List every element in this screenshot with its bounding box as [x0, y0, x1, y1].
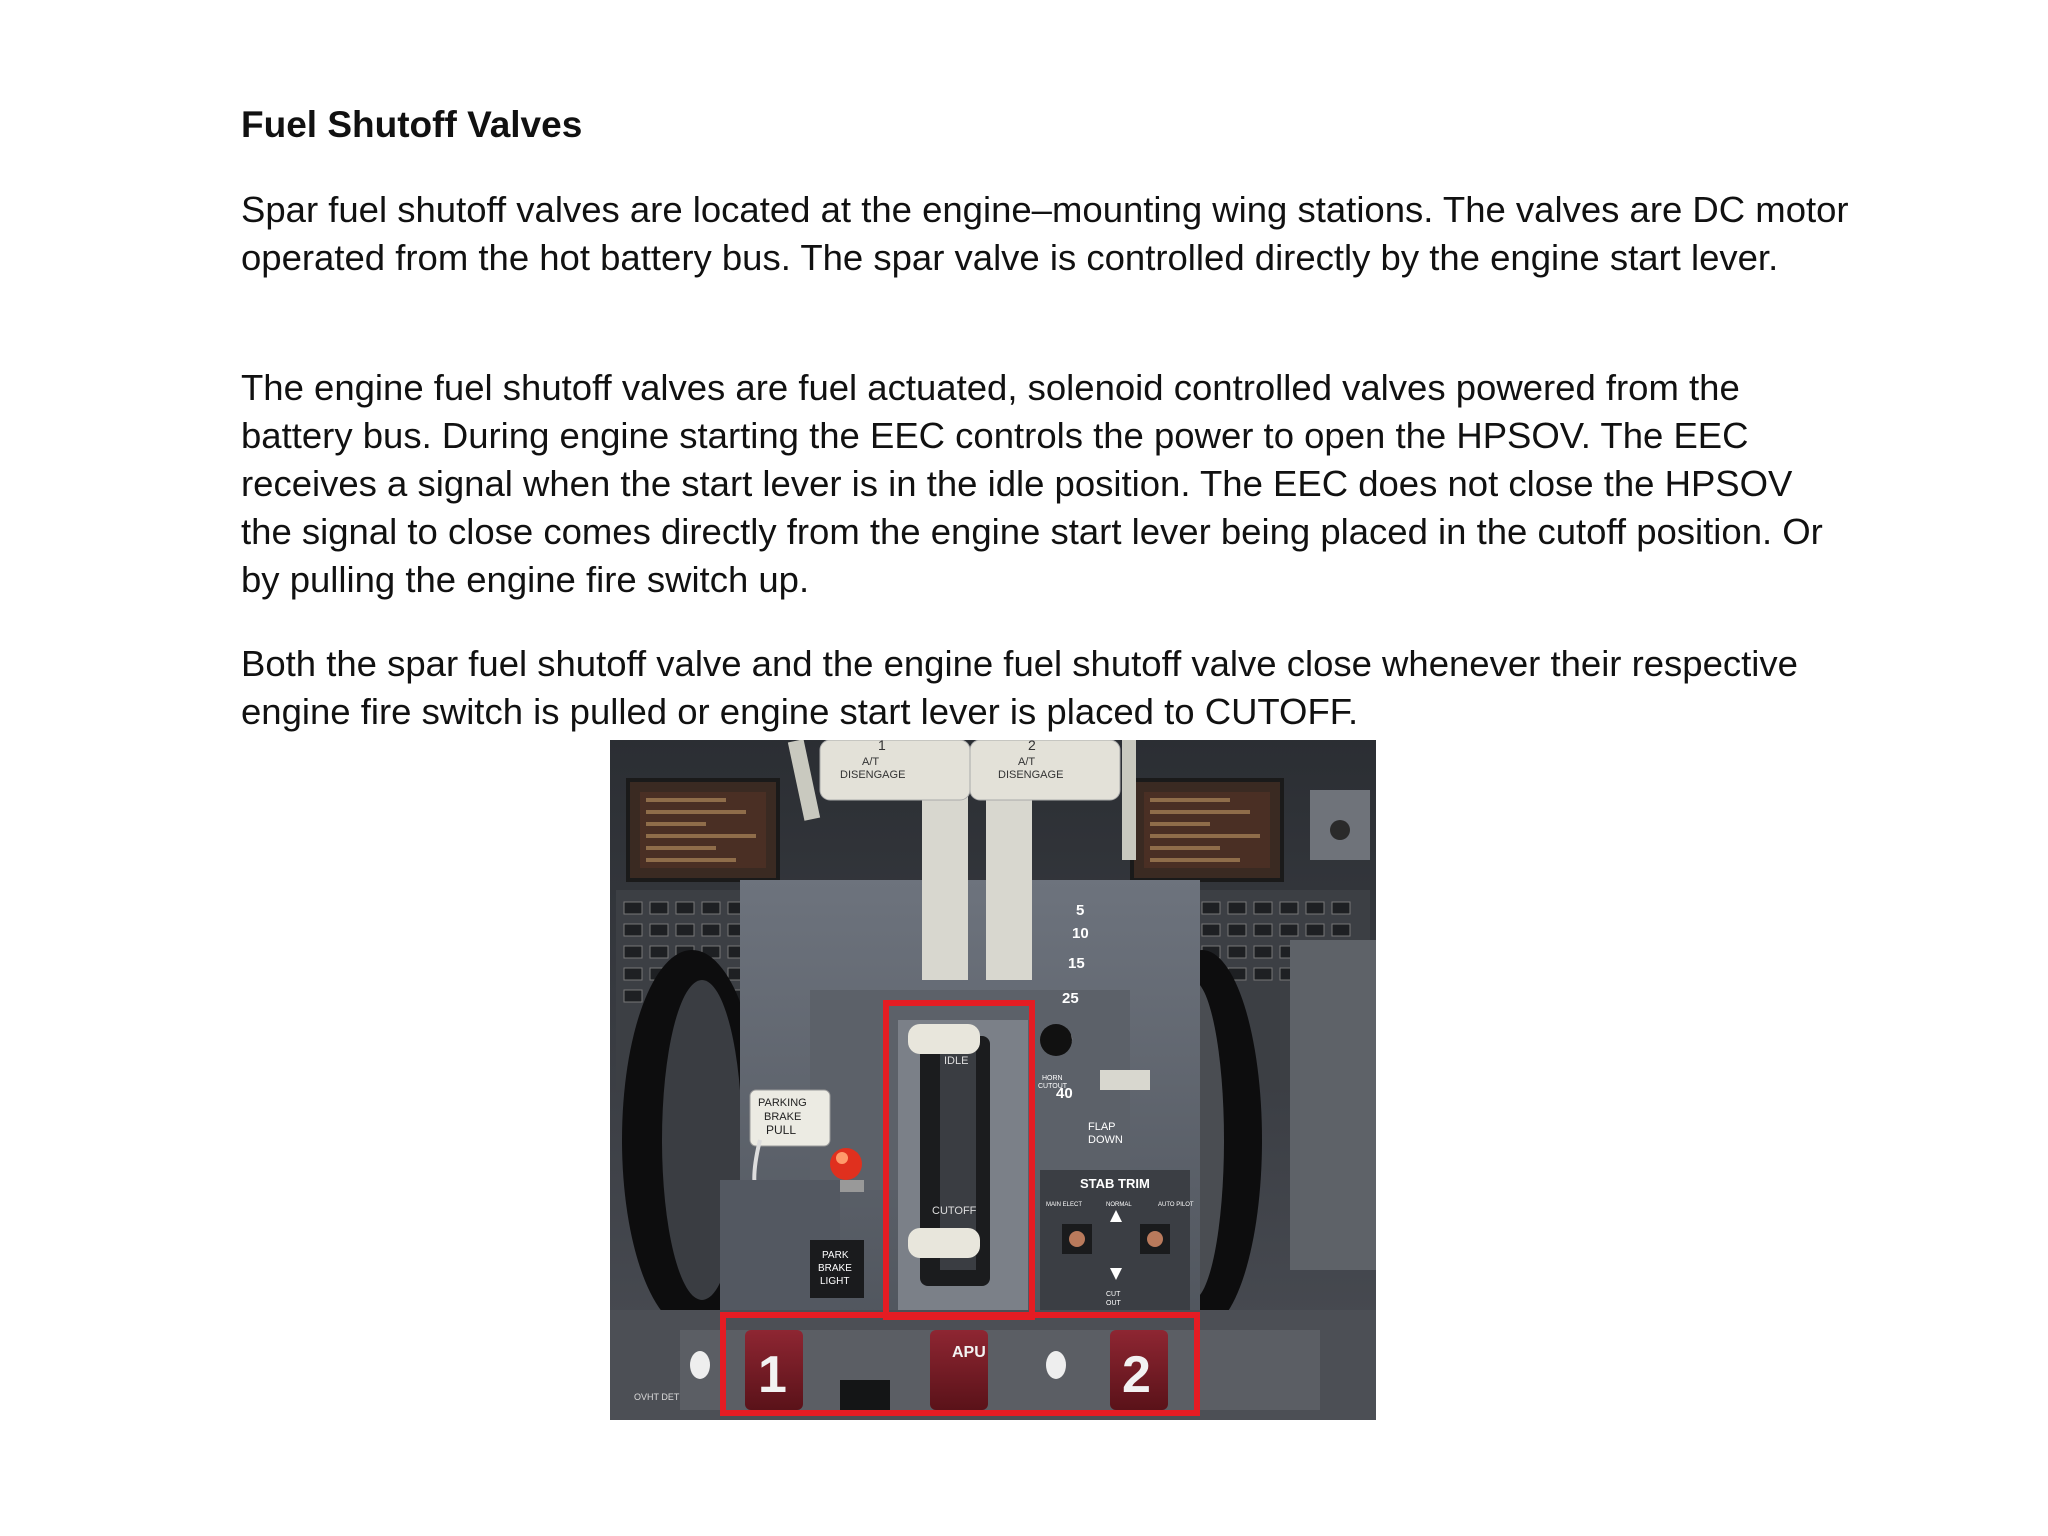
fire-handle-apu [930, 1330, 988, 1410]
svg-text:1: 1 [758, 1346, 787, 1404]
disengage-right-number: 2 [1028, 740, 1036, 753]
start-lever-upper [908, 1024, 980, 1054]
disengage-right-label: DISENGAGE [998, 769, 1064, 781]
svg-text:PULL: PULL [766, 1123, 797, 1137]
svg-text:APU: APU [952, 1344, 986, 1361]
svg-text:15: 15 [1068, 955, 1085, 972]
throttle-quadrant-photo [610, 740, 1376, 1420]
svg-text:DOWN: DOWN [1088, 1134, 1123, 1146]
svg-text:PARK: PARK [822, 1250, 849, 1261]
paragraph-both-valves: Both the spar fuel shutoff valve and the engine fuel shutoff valve close whenever their respective engine fire switch is pulled or engine start lever is placed to CUTOFF. [241, 643, 1798, 732]
park-brake-light-lamp [830, 1148, 862, 1180]
svg-text:40: 40 [1056, 1085, 1073, 1102]
svg-text:25: 25 [1062, 990, 1079, 1007]
start-lever-lower [908, 1228, 980, 1258]
paragraph-spar-valves: Spar fuel shutoff valves are located at the engine–mounting wing stations. The valves are DC motor operated from the hot battery bus. The spar valve is controlled directly by the engine start lever. [241, 189, 1849, 278]
svg-text:CUT: CUT [1106, 1291, 1121, 1298]
svg-text:MAIN ELECT: MAIN ELECT [1046, 1202, 1083, 1208]
idle-label: IDLE [944, 1055, 969, 1067]
svg-text:PARKING: PARKING [758, 1097, 807, 1109]
svg-text:NORMAL: NORMAL [1106, 1202, 1132, 1208]
disengage-left-label: DISENGAGE [840, 769, 906, 781]
svg-text:OUT: OUT [1106, 1300, 1121, 1307]
stab-trim-label: STAB TRIM [1080, 1176, 1150, 1191]
svg-text:AUTO PILOT: AUTO PILOT [1158, 1202, 1194, 1208]
disengage-left-number: 1 [878, 740, 886, 753]
svg-text:BRAKE: BRAKE [818, 1263, 852, 1274]
slide-title: Fuel Shutoff Valves [241, 104, 583, 145]
cutoff-label: CUTOFF [932, 1205, 977, 1217]
svg-text:5: 5 [1076, 902, 1085, 919]
svg-text:HORN: HORN [1042, 1075, 1063, 1082]
disengage-left-at: A/T [862, 756, 880, 768]
disengage-right-at: A/T [1018, 756, 1036, 768]
svg-text:LIGHT: LIGHT [820, 1276, 850, 1287]
flap-down-label: FLAP [1088, 1121, 1116, 1133]
svg-text:BRAKE: BRAKE [764, 1111, 802, 1123]
svg-text:2: 2 [1122, 1346, 1151, 1404]
svg-text:10: 10 [1072, 925, 1089, 942]
svg-text:CUTOUT: CUTOUT [1038, 1083, 1068, 1090]
svg-text:OVHT DET: OVHT DET [634, 1392, 680, 1402]
paragraph-engine-valves: The engine fuel shutoff valves are fuel actuated, solenoid controlled valves powered from the battery bus. During engine starting the EEC controls the power to open the HPSOV. The EEC receives a signal when the start lever is in the idle position. The EEC does not close the HPSOV the signal to close comes directly from the engine start lever being placed in the cutoff position. Or by pulling the engine fire switch up. [241, 367, 1823, 600]
